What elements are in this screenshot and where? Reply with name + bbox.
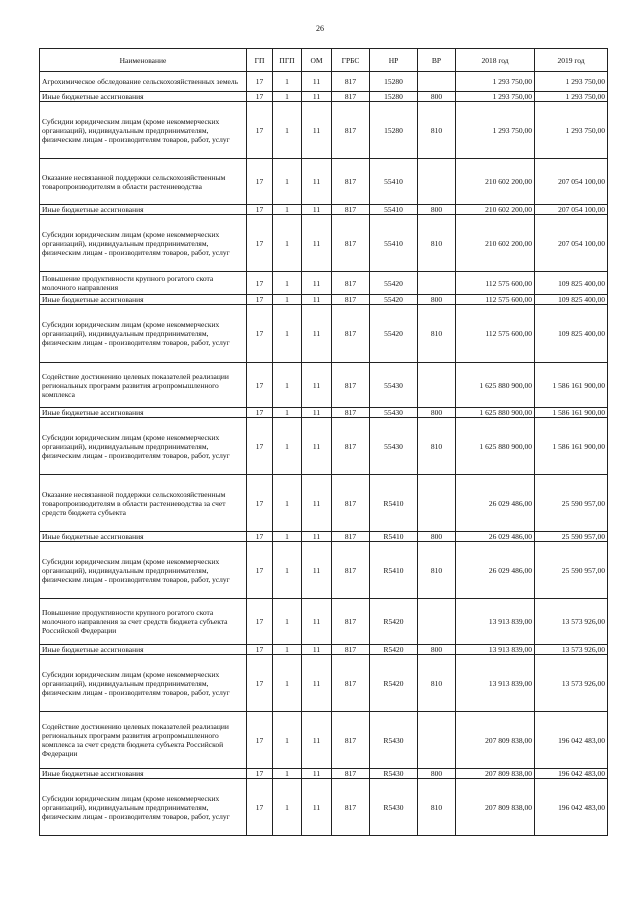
cell-grbs: 817 bbox=[332, 92, 370, 102]
col-header-2019: 2019 год bbox=[535, 49, 608, 72]
cell-vr: 810 bbox=[418, 779, 456, 836]
table-row bbox=[40, 363, 608, 408]
cell-2019: 207 054 100,00 bbox=[535, 205, 608, 215]
cell-pgp: 1 bbox=[273, 295, 302, 305]
cell-2018: 210 602 200,00 bbox=[456, 215, 535, 272]
cell-om: 11 bbox=[302, 72, 332, 92]
cell-name: Оказание несвязанной поддержки сельскохозяйственным товаропроизводителям в области растениеводства bbox=[40, 159, 247, 205]
table-row bbox=[40, 645, 608, 655]
cell-nr: 55420 bbox=[370, 295, 418, 305]
cell-pgp: 1 bbox=[273, 305, 302, 363]
cell-2018: 207 809 838,00 bbox=[456, 779, 535, 836]
cell-2018: 112 575 600,00 bbox=[456, 305, 535, 363]
cell-name: Иные бюджетные ассигнования bbox=[40, 645, 247, 655]
cell-2019: 196 042 483,00 bbox=[535, 769, 608, 779]
cell-nr: 55410 bbox=[370, 159, 418, 205]
cell-gp: 17 bbox=[247, 92, 273, 102]
cell-grbs: 817 bbox=[332, 363, 370, 408]
cell-om: 11 bbox=[302, 408, 332, 418]
cell-vr bbox=[418, 599, 456, 645]
cell-name: Субсидии юридическим лицам (кроме некоммерческих организаций), индивидуальным предпринимателям, физическим лицам - производителям товаров, работ, услуг bbox=[40, 779, 247, 836]
cell-gp: 17 bbox=[247, 215, 273, 272]
cell-2019: 196 042 483,00 bbox=[535, 779, 608, 836]
cell-grbs: 817 bbox=[332, 712, 370, 769]
table-row bbox=[40, 418, 608, 475]
cell-2019: 1 586 161 900,00 bbox=[535, 408, 608, 418]
cell-gp: 17 bbox=[247, 305, 273, 363]
cell-grbs: 817 bbox=[332, 159, 370, 205]
cell-gp: 17 bbox=[247, 779, 273, 836]
cell-vr bbox=[418, 72, 456, 92]
cell-gp: 17 bbox=[247, 599, 273, 645]
table-header-row bbox=[40, 49, 608, 72]
cell-om: 11 bbox=[302, 102, 332, 159]
cell-name: Субсидии юридическим лицам (кроме некоммерческих организаций), индивидуальным предпринимателям, физическим лицам - производителям товаров, работ, услуг bbox=[40, 305, 247, 363]
cell-vr: 800 bbox=[418, 408, 456, 418]
cell-name: Субсидии юридическим лицам (кроме некоммерческих организаций), индивидуальным предпринимателям, физическим лицам - производителям товаров, работ, услуг bbox=[40, 215, 247, 272]
table-row bbox=[40, 215, 608, 272]
cell-2019: 25 590 957,00 bbox=[535, 542, 608, 599]
cell-om: 11 bbox=[302, 215, 332, 272]
cell-gp: 17 bbox=[247, 769, 273, 779]
cell-gp: 17 bbox=[247, 102, 273, 159]
cell-name: Оказание несвязанной поддержки сельскохозяйственным товаропроизводителям в области растениеводства за счет средств бюджета субъекта bbox=[40, 475, 247, 532]
col-header-grbs: ГРБС bbox=[332, 49, 370, 72]
cell-nr: R5430 bbox=[370, 769, 418, 779]
cell-nr: R5420 bbox=[370, 645, 418, 655]
cell-pgp: 1 bbox=[273, 418, 302, 475]
cell-name: Повышение продуктивности крупного рогатого скота молочного направления bbox=[40, 272, 247, 295]
cell-name: Субсидии юридическим лицам (кроме некоммерческих организаций), индивидуальным предпринимателям, физическим лицам - производителям товаров, работ, услуг bbox=[40, 418, 247, 475]
col-header-om: ОМ bbox=[302, 49, 332, 72]
cell-2019: 1 586 161 900,00 bbox=[535, 418, 608, 475]
cell-grbs: 817 bbox=[332, 215, 370, 272]
cell-pgp: 1 bbox=[273, 205, 302, 215]
cell-pgp: 1 bbox=[273, 159, 302, 205]
cell-om: 11 bbox=[302, 159, 332, 205]
col-header-nr: НР bbox=[370, 49, 418, 72]
cell-pgp: 1 bbox=[273, 532, 302, 542]
table-row bbox=[40, 712, 608, 769]
cell-pgp: 1 bbox=[273, 408, 302, 418]
cell-2019: 13 573 926,00 bbox=[535, 645, 608, 655]
cell-pgp: 1 bbox=[273, 645, 302, 655]
cell-gp: 17 bbox=[247, 408, 273, 418]
cell-om: 11 bbox=[302, 305, 332, 363]
cell-grbs: 817 bbox=[332, 102, 370, 159]
cell-pgp: 1 bbox=[273, 779, 302, 836]
cell-gp: 17 bbox=[247, 542, 273, 599]
cell-gp: 17 bbox=[247, 418, 273, 475]
cell-nr: 55410 bbox=[370, 205, 418, 215]
cell-vr: 810 bbox=[418, 655, 456, 712]
cell-gp: 17 bbox=[247, 363, 273, 408]
cell-om: 11 bbox=[302, 295, 332, 305]
cell-2019: 196 042 483,00 bbox=[535, 712, 608, 769]
cell-nr: 55410 bbox=[370, 215, 418, 272]
cell-name: Агрохимическое обследование сельскохозяйственных земель bbox=[40, 72, 247, 92]
cell-2018: 13 913 839,00 bbox=[456, 599, 535, 645]
cell-name: Содействие достижению целевых показателей реализации региональных программ развития агропромышленного комплекса bbox=[40, 363, 247, 408]
cell-grbs: 817 bbox=[332, 205, 370, 215]
cell-2019: 25 590 957,00 bbox=[535, 532, 608, 542]
cell-2019: 207 054 100,00 bbox=[535, 215, 608, 272]
cell-pgp: 1 bbox=[273, 72, 302, 92]
cell-om: 11 bbox=[302, 205, 332, 215]
cell-2018: 13 913 839,00 bbox=[456, 655, 535, 712]
cell-grbs: 817 bbox=[332, 295, 370, 305]
cell-2019: 1 293 750,00 bbox=[535, 102, 608, 159]
cell-vr: 810 bbox=[418, 102, 456, 159]
cell-name: Повышение продуктивности крупного рогатого скота молочного направления за счет средств бюджета субъекта Российской Федерации bbox=[40, 599, 247, 645]
table-row bbox=[40, 532, 608, 542]
cell-om: 11 bbox=[302, 542, 332, 599]
cell-gp: 17 bbox=[247, 72, 273, 92]
cell-vr: 800 bbox=[418, 645, 456, 655]
cell-nr: R5410 bbox=[370, 475, 418, 532]
cell-nr: R5410 bbox=[370, 542, 418, 599]
cell-gp: 17 bbox=[247, 272, 273, 295]
cell-2019: 25 590 957,00 bbox=[535, 475, 608, 532]
cell-nr: R5420 bbox=[370, 599, 418, 645]
cell-om: 11 bbox=[302, 645, 332, 655]
cell-2018: 1 293 750,00 bbox=[456, 72, 535, 92]
cell-2018: 210 602 200,00 bbox=[456, 205, 535, 215]
cell-vr: 800 bbox=[418, 769, 456, 779]
cell-2018: 1 625 880 900,00 bbox=[456, 418, 535, 475]
cell-gp: 17 bbox=[247, 712, 273, 769]
cell-nr: 55430 bbox=[370, 408, 418, 418]
cell-nr: 55430 bbox=[370, 418, 418, 475]
cell-name: Содействие достижению целевых показателей реализации региональных программ развития агропромышленного комплекса за счет средств бюджета субъекта Российской Федерации bbox=[40, 712, 247, 769]
table-row bbox=[40, 599, 608, 645]
cell-om: 11 bbox=[302, 418, 332, 475]
cell-vr: 810 bbox=[418, 215, 456, 272]
cell-om: 11 bbox=[302, 712, 332, 769]
cell-vr: 810 bbox=[418, 542, 456, 599]
cell-grbs: 817 bbox=[332, 532, 370, 542]
page-number: 26 bbox=[316, 24, 324, 33]
table-body bbox=[40, 72, 608, 836]
cell-2019: 13 573 926,00 bbox=[535, 655, 608, 712]
cell-vr bbox=[418, 159, 456, 205]
cell-grbs: 817 bbox=[332, 645, 370, 655]
cell-gp: 17 bbox=[247, 645, 273, 655]
cell-2018: 1 293 750,00 bbox=[456, 102, 535, 159]
cell-gp: 17 bbox=[247, 295, 273, 305]
cell-nr: R5420 bbox=[370, 655, 418, 712]
col-header-gp: ГП bbox=[247, 49, 273, 72]
cell-2018: 26 029 486,00 bbox=[456, 542, 535, 599]
cell-om: 11 bbox=[302, 272, 332, 295]
cell-om: 11 bbox=[302, 92, 332, 102]
cell-2018: 26 029 486,00 bbox=[456, 475, 535, 532]
cell-om: 11 bbox=[302, 475, 332, 532]
cell-vr: 800 bbox=[418, 92, 456, 102]
cell-2018: 112 575 600,00 bbox=[456, 272, 535, 295]
cell-2018: 112 575 600,00 bbox=[456, 295, 535, 305]
cell-pgp: 1 bbox=[273, 363, 302, 408]
cell-nr: 15280 bbox=[370, 102, 418, 159]
cell-2019: 13 573 926,00 bbox=[535, 599, 608, 645]
cell-vr bbox=[418, 475, 456, 532]
cell-vr bbox=[418, 363, 456, 408]
table-row bbox=[40, 305, 608, 363]
table-row bbox=[40, 72, 608, 92]
cell-2018: 210 602 200,00 bbox=[456, 159, 535, 205]
cell-2018: 1 625 880 900,00 bbox=[456, 408, 535, 418]
cell-nr: 15280 bbox=[370, 72, 418, 92]
cell-vr: 810 bbox=[418, 305, 456, 363]
cell-pgp: 1 bbox=[273, 102, 302, 159]
cell-vr: 810 bbox=[418, 418, 456, 475]
cell-om: 11 bbox=[302, 779, 332, 836]
cell-gp: 17 bbox=[247, 532, 273, 542]
cell-pgp: 1 bbox=[273, 599, 302, 645]
cell-2018: 207 809 838,00 bbox=[456, 769, 535, 779]
cell-vr: 800 bbox=[418, 205, 456, 215]
cell-grbs: 817 bbox=[332, 408, 370, 418]
cell-2019: 207 054 100,00 bbox=[535, 159, 608, 205]
table-row bbox=[40, 475, 608, 532]
cell-name: Иные бюджетные ассигнования bbox=[40, 408, 247, 418]
cell-nr: 55420 bbox=[370, 272, 418, 295]
cell-pgp: 1 bbox=[273, 542, 302, 599]
cell-grbs: 817 bbox=[332, 418, 370, 475]
cell-om: 11 bbox=[302, 655, 332, 712]
cell-pgp: 1 bbox=[273, 92, 302, 102]
budget-table bbox=[39, 48, 608, 836]
cell-pgp: 1 bbox=[273, 769, 302, 779]
cell-grbs: 817 bbox=[332, 305, 370, 363]
cell-name: Иные бюджетные ассигнования bbox=[40, 205, 247, 215]
cell-2019: 1 586 161 900,00 bbox=[535, 363, 608, 408]
cell-vr bbox=[418, 712, 456, 769]
table-row bbox=[40, 542, 608, 599]
table-row bbox=[40, 655, 608, 712]
cell-vr: 800 bbox=[418, 295, 456, 305]
cell-grbs: 817 bbox=[332, 72, 370, 92]
cell-grbs: 817 bbox=[332, 769, 370, 779]
cell-gp: 17 bbox=[247, 205, 273, 215]
cell-nr: R5430 bbox=[370, 779, 418, 836]
table-row bbox=[40, 205, 608, 215]
cell-2019: 109 825 400,00 bbox=[535, 272, 608, 295]
cell-om: 11 bbox=[302, 769, 332, 779]
col-header-pgp: ПГП bbox=[273, 49, 302, 72]
cell-gp: 17 bbox=[247, 475, 273, 532]
cell-nr: 55430 bbox=[370, 363, 418, 408]
cell-pgp: 1 bbox=[273, 712, 302, 769]
cell-2019: 109 825 400,00 bbox=[535, 295, 608, 305]
cell-nr: R5430 bbox=[370, 712, 418, 769]
cell-vr: 800 bbox=[418, 532, 456, 542]
cell-pgp: 1 bbox=[273, 655, 302, 712]
cell-grbs: 817 bbox=[332, 655, 370, 712]
cell-gp: 17 bbox=[247, 159, 273, 205]
cell-2018: 13 913 839,00 bbox=[456, 645, 535, 655]
cell-grbs: 817 bbox=[332, 475, 370, 532]
col-header-vr: ВР bbox=[418, 49, 456, 72]
cell-2018: 1 625 880 900,00 bbox=[456, 363, 535, 408]
table-row bbox=[40, 779, 608, 836]
cell-name: Субсидии юридическим лицам (кроме некоммерческих организаций), индивидуальным предпринимателям, физическим лицам - производителям товаров, работ, услуг bbox=[40, 542, 247, 599]
cell-name: Иные бюджетные ассигнования bbox=[40, 295, 247, 305]
cell-name: Иные бюджетные ассигнования bbox=[40, 769, 247, 779]
cell-grbs: 817 bbox=[332, 779, 370, 836]
cell-2019: 1 293 750,00 bbox=[535, 92, 608, 102]
cell-om: 11 bbox=[302, 599, 332, 645]
cell-2019: 109 825 400,00 bbox=[535, 305, 608, 363]
cell-vr bbox=[418, 272, 456, 295]
table-row bbox=[40, 159, 608, 205]
col-header-2018: 2018 год bbox=[456, 49, 535, 72]
cell-grbs: 817 bbox=[332, 599, 370, 645]
cell-gp: 17 bbox=[247, 655, 273, 712]
cell-2018: 207 809 838,00 bbox=[456, 712, 535, 769]
cell-name: Субсидии юридическим лицам (кроме некоммерческих организаций), индивидуальным предпринимателям, физическим лицам - производителям товаров, работ, услуг bbox=[40, 102, 247, 159]
cell-grbs: 817 bbox=[332, 272, 370, 295]
cell-2019: 1 293 750,00 bbox=[535, 72, 608, 92]
table-row bbox=[40, 295, 608, 305]
cell-nr: 15280 bbox=[370, 92, 418, 102]
cell-nr: 55420 bbox=[370, 305, 418, 363]
cell-2018: 1 293 750,00 bbox=[456, 92, 535, 102]
table-row bbox=[40, 102, 608, 159]
cell-grbs: 817 bbox=[332, 542, 370, 599]
table-row bbox=[40, 769, 608, 779]
cell-om: 11 bbox=[302, 532, 332, 542]
cell-name: Иные бюджетные ассигнования bbox=[40, 532, 247, 542]
cell-pgp: 1 bbox=[273, 272, 302, 295]
cell-pgp: 1 bbox=[273, 475, 302, 532]
table-row bbox=[40, 408, 608, 418]
table-row bbox=[40, 272, 608, 295]
cell-pgp: 1 bbox=[273, 215, 302, 272]
cell-om: 11 bbox=[302, 363, 332, 408]
table-row bbox=[40, 92, 608, 102]
cell-nr: R5410 bbox=[370, 532, 418, 542]
cell-2018: 26 029 486,00 bbox=[456, 532, 535, 542]
col-header-name: Наименование bbox=[40, 49, 247, 72]
cell-name: Субсидии юридическим лицам (кроме некоммерческих организаций), индивидуальным предпринимателям, физическим лицам - производителям товаров, работ, услуг bbox=[40, 655, 247, 712]
cell-name: Иные бюджетные ассигнования bbox=[40, 92, 247, 102]
